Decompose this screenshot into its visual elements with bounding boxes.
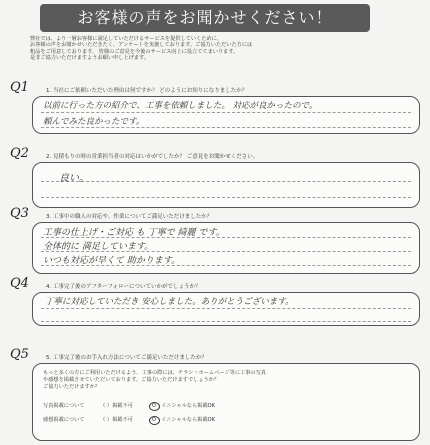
intro-line: 是非ご協力いただけますようお願い申し上げます。 [30, 55, 149, 62]
question-text: 5. 工事完了後のお手入れ方法についてご満足いただけましたか？ [46, 355, 207, 361]
question-header [10, 146, 425, 162]
choice-label: 写真掲載について [43, 403, 85, 409]
question-5 [10, 347, 425, 423]
handwritten-answer: 頼んでみた良かったです。 [43, 117, 145, 127]
answer-box[interactable] [32, 292, 420, 326]
answer-rule [41, 112, 411, 113]
question-text: 3. 工事中の職人の対応や、作業についてご満足いただけましたか？ [46, 214, 213, 220]
question-text: 2. 見積もりの時の営業担当者の対応はいかがでしたか？ ご意見をお聞かせください。 [46, 154, 259, 160]
consent-options [43, 402, 403, 425]
choice-circle-mark[interactable]: O [149, 416, 160, 425]
question-text: 1. 当社にご依頼いただいた理由は何ですか？ どのようにお知りになりましたか？ [46, 88, 248, 94]
choice-circle-mark[interactable]: O [149, 402, 160, 411]
answer-rule [41, 308, 411, 309]
question-text: 4. 工事完了後のアフターフォローについていかがでしょうか？ [46, 284, 201, 290]
question-number: Q2 [10, 146, 29, 161]
choice-option-initial[interactable]: イニシャルなら掲載OK [161, 417, 216, 423]
answer-box[interactable] [32, 96, 420, 134]
handwritten-answer: いつも対応が早くて 助かります。 [43, 256, 181, 266]
answer-box[interactable] [32, 162, 420, 208]
consent-text [43, 370, 403, 391]
answer-rule [41, 321, 411, 322]
question-number: Q5 [10, 347, 29, 362]
question-header [10, 347, 425, 363]
answer-rule [41, 181, 411, 182]
question-header [10, 276, 425, 292]
handwritten-answer: 以前に行った方の紹介で、工事を依頼しました。 対応が良かったので。 [43, 101, 318, 111]
choice-label: 感想掲載について [43, 417, 85, 423]
question-header [10, 206, 425, 222]
question-1 [10, 80, 425, 127]
choice-option-decline[interactable]: （ ）掲載不可 [100, 403, 133, 409]
survey-title: お客様の声をお聞かせください！ [77, 8, 333, 27]
consent-line: もっと多くの方にご利用いただけるよう、工事の際には、チラシ・ホームページ等に工事の写真 [43, 370, 266, 376]
intro-text [30, 36, 400, 62]
handwritten-answer: 良い。 [59, 173, 89, 184]
choice-option-decline[interactable]: （ ）掲載不可 [100, 417, 133, 423]
consent-line: や感想を掲載させていただいております。ご協力いただけますでしょうか？ [43, 377, 220, 383]
question-number: Q1 [10, 80, 29, 95]
intro-line: 粗品をご用意しております。 皆様のご意見を今後のサービス向上に役立ててまいります。 [30, 48, 239, 55]
handwritten-answer: 丁寧に対応していただき 安心しました。ありがとうございます。 [45, 297, 294, 307]
choice-option-initial[interactable]: イニシャルなら掲載OK [161, 403, 216, 409]
consent-box [32, 363, 420, 441]
question-header [10, 80, 425, 96]
answer-rule [41, 127, 411, 128]
answer-rule [41, 197, 411, 198]
question-3 [10, 206, 425, 266]
handwritten-answer: 全体的に 満足しています。 [43, 242, 154, 252]
question-number: Q3 [10, 206, 29, 221]
survey-title-banner [40, 4, 370, 32]
question-number: Q4 [10, 276, 29, 291]
question-2 [10, 146, 425, 184]
intro-line: お客様の声をお聞かせいただきたく、アンケートを実施しております。ご協力いただいた方には [30, 42, 253, 49]
answer-box[interactable] [32, 222, 420, 274]
photo-consent-row[interactable] [43, 402, 403, 411]
handwritten-answer: 工事の仕上げ・ご対応 も 丁寧で 綺麗 です。 [43, 228, 225, 238]
comment-consent-row[interactable] [43, 416, 403, 425]
question-4 [10, 276, 425, 307]
consent-line: ご協力いただけますか？ [43, 384, 101, 390]
intro-line: 弊社では、より一層お客様に満足していただけるサービスを提供していくために、 [30, 36, 222, 42]
